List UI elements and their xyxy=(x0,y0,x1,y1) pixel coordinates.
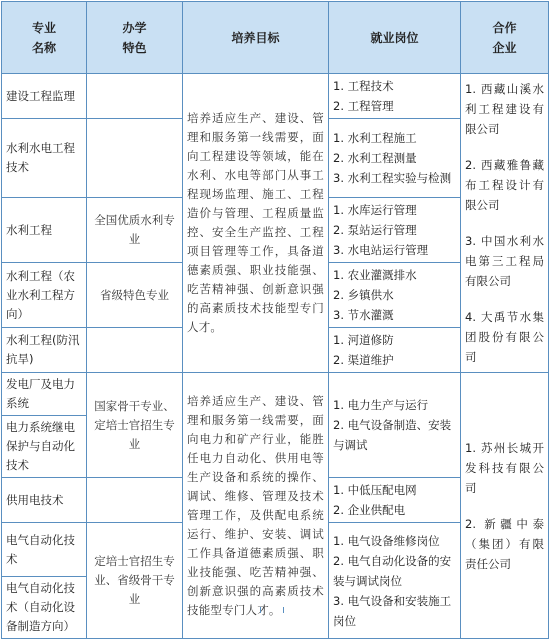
job-item: 1. 中低压配电网 xyxy=(333,483,417,497)
major-name: 电气自动化技术（自动化设备制造方向） xyxy=(2,577,87,639)
job-item: 2. 乡镇供水 xyxy=(333,288,394,302)
header-row xyxy=(2,2,549,74)
jobs-cell xyxy=(329,328,461,373)
partner-cell xyxy=(461,74,549,373)
job-item: 1. 工程技术 xyxy=(333,79,394,93)
job-item: 1. 农业灌溉排水 xyxy=(333,268,417,282)
feature-cell xyxy=(87,328,183,373)
header-major: 专业 名称 xyxy=(2,2,87,74)
major-name: 电力系统继电保护与自动化技术 xyxy=(2,416,87,478)
jobs-cell xyxy=(329,119,461,198)
partner-item: 4. 大禹节水集团股份有限公司 xyxy=(465,310,544,364)
job-item: 2. 电气自动化设备的安装与调试岗位 xyxy=(333,553,452,588)
feature-cell xyxy=(87,119,183,198)
feature-cell: 全国优质水利专业 xyxy=(87,198,183,263)
major-name: 水利工程(防汛抗旱) xyxy=(2,328,87,373)
header-goal: 培养目标 xyxy=(183,2,329,74)
partner-item: 1. 西藏山溪水利工程建设有限公司 xyxy=(465,82,544,136)
major-name: 水利工程 xyxy=(2,198,87,263)
jobs-cell xyxy=(329,373,461,478)
job-item: 1. 电气设备维修岗位 xyxy=(333,533,440,548)
jobs-cell xyxy=(329,198,461,263)
partner-cell xyxy=(461,373,549,639)
feature-cell: 国家骨干专业、定培士官招生专业 xyxy=(87,373,183,478)
job-item: 2. 泵站运行管理 xyxy=(333,223,417,237)
partner-item: 3. 中国水利水电第三工程局有限公司 xyxy=(465,234,544,288)
major-name: 电气自动化技术 xyxy=(2,523,87,577)
header-jobs: 就业岗位 xyxy=(329,2,461,74)
partner-item: 1. 苏州长城开发科技有限公司 xyxy=(465,440,544,495)
job-item: 2. 企业供配电 xyxy=(333,503,406,517)
job-item: 3. 电气设备和安装施工岗位 xyxy=(333,593,452,628)
job-item: 2. 水利工程测量 xyxy=(333,151,417,165)
feature-cell xyxy=(87,478,183,523)
job-item: 3. 水利工程实验与检测 xyxy=(333,171,452,185)
feature-cell xyxy=(87,74,183,119)
major-name: 建设工程监理 xyxy=(2,74,87,119)
table-row xyxy=(2,74,549,119)
table-row xyxy=(2,373,549,416)
job-item: 1. 河道修防 xyxy=(333,333,394,347)
job-item: 2. 工程管理 xyxy=(333,99,394,113)
training-goal: 培养适应生产、建设、管理和服务第一线需要，面向工程建设等领域，能在水利、水电等部门从事工程现场监理、施工、工程造价与管理、工程质量监控、安全生产监控、工程项目管理等工作，具备道德素质强、职业技能强、吃苦精神强、创新意识强的高素质技术技能型专门人才。 xyxy=(183,74,329,373)
jobs-cell xyxy=(329,478,461,523)
job-item: 2. 电气设备制造、安装与调试 xyxy=(333,418,452,452)
jobs-cell xyxy=(329,74,461,119)
table-continuation-stub xyxy=(260,607,284,613)
job-item: 1. 水利工程施工 xyxy=(333,131,417,145)
jobs-cell xyxy=(329,523,461,639)
training-goal: 培养适应生产、建设、管理和服务第一线需要，面向电力和矿产行业，能胜任电力自动化、供用电等生产设备和系统的操作、调试、维修、管理及技术管理工作，及供配电系统运行、维护、安装、调试工作具备道德素质强、职业技能强、吃苦精神强、创新意识强的高素质技术技能型专门人才。 xyxy=(183,373,329,639)
header-feature: 办学 特色 xyxy=(87,2,183,74)
job-item: 3. 节水灌溉 xyxy=(333,308,394,322)
job-item: 1. 水库运行管理 xyxy=(333,203,417,217)
jobs-cell xyxy=(329,263,461,328)
major-name: 水利水电工程技术 xyxy=(2,119,87,198)
job-item: 3. 水电站运行管理 xyxy=(333,243,429,257)
major-name: 发电厂及电力系统 xyxy=(2,373,87,416)
major-name: 水利工程（农业水利工程方向） xyxy=(2,263,87,328)
job-item: 1. 电力生产与运行 xyxy=(333,398,429,412)
feature-cell: 定培士官招生专业、省级骨干专业 xyxy=(87,523,183,639)
partner-item: 2. 新疆中泰（集团）有限责任公司 xyxy=(465,516,544,571)
major-info-table xyxy=(1,1,549,639)
partner-item: 2. 西藏雅鲁藏布工程设计有限公司 xyxy=(465,158,544,212)
major-name: 供用电技术 xyxy=(2,478,87,523)
feature-cell: 省级特色专业 xyxy=(87,263,183,328)
job-item: 2. 渠道维护 xyxy=(333,353,394,367)
header-partner: 合作 企业 xyxy=(461,2,549,74)
